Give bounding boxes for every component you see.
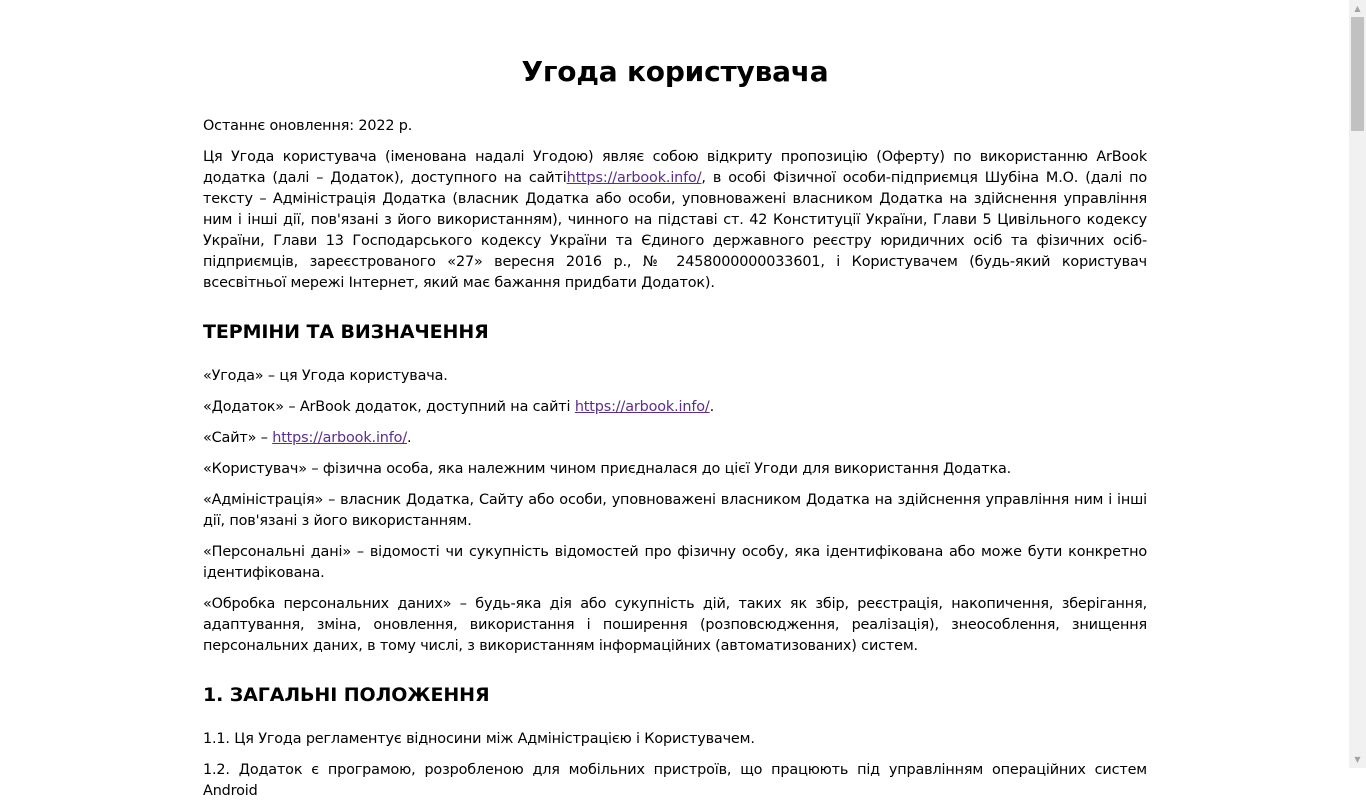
term-site-link[interactable]: https://arbook.info/	[272, 430, 408, 446]
scroll-down-arrow-icon[interactable]: ▼	[1354, 755, 1361, 764]
page-title: Угода користувача	[521, 55, 829, 88]
term-app	[203, 397, 1147, 418]
term-app-text: «Додаток» – ArBook додаток, доступний на сайті	[203, 399, 575, 415]
term-user: «Користувач» – фізична особа, яка належним чином приєдналася до цієї Угоди для використання Додатка.	[203, 461, 1012, 477]
term-personal-data: «Персональні дані» – відомості чи сукупність відомостей про фізичну особу, яка ідентифікована або може бути конкретно ідентифікована.	[203, 544, 1147, 581]
term-site	[203, 428, 1147, 449]
term-site-text: «Сайт» –	[203, 430, 273, 446]
scrollbar-thumb[interactable]	[1351, 17, 1364, 131]
intro-text-end: , в особі Фізичної особи-підприємця Шубіна М.О. (далі по тексту – Адміністрація Додатка (власник Додатка або особи, уповноважені власником Додатка на здійснення управління ним і інші дії, пов'язані з його використанням), чинного на підставі ст. 42 Конституції України, Глави 5 Цивільного кодексу України, Глави 13 Господарського кодексу України та Єдиного державного реєстру юридичних осіб та фізичних осіб-підприємців, зареєстрованого «27» вересня 2016 р., № 2458000000033601, і Користувачем (будь-який користувач всесвітньої мережі Інтернет, який має бажання придбати Додаток).	[203, 170, 1148, 291]
clause-1-2: 1.2. Додаток є програмою, розробленою для мобільних пристроїв, що працюють під управлінням операційних систем Android	[203, 762, 1147, 799]
intro-site-link[interactable]: https://arbook.info/	[566, 170, 702, 186]
clause-1-1: 1.1. Ця Угода регламентує відносини між Адміністрацією і Користувачем.	[203, 731, 755, 747]
intro-text-start: Ця Угода користувача (іменована надалі Угодою) являє собою відкриту пропозицію (Оферту) по використанню ArBook додатка (далі – Додаток), доступного на сайті	[203, 149, 1147, 186]
scroll-up-arrow-icon[interactable]: ▲	[1354, 4, 1361, 13]
term-admin: «Адміністрація» – власник Додатка, Сайту або особи, уповноважені власником Додатка на здійснення управління ним і інші дії, пов'язані з його використанням.	[203, 492, 1147, 529]
last-updated: Останнє оновлення: 2022 р.	[203, 118, 413, 134]
term-app-end: .	[709, 399, 715, 415]
vertical-scrollbar[interactable]	[1349, 0, 1366, 768]
term-site-end: .	[407, 430, 412, 446]
term-app-link[interactable]: https://arbook.info/	[574, 399, 710, 415]
general-heading: 1. ЗАГАЛЬНІ ПОЛОЖЕННЯ	[203, 684, 490, 706]
term-agreement: «Угода» – ця Угода користувача.	[203, 368, 448, 384]
document-content	[203, 116, 1147, 812]
term-processing: «Обробка персональних даних» – будь-яка дія або сукупність дій, таких як збір, реєстрація, накопичення, зберігання, адаптування, зміна, оновлення, використання і поширення (розповсюдження, реалізація), знеособлення, знищення персональних даних, в тому числі, з використанням інформаційних (автоматизованих) систем.	[203, 596, 1147, 654]
terms-heading: ТЕРМІНИ ТА ВИЗНАЧЕННЯ	[203, 321, 489, 343]
intro-paragraph	[203, 147, 1147, 294]
